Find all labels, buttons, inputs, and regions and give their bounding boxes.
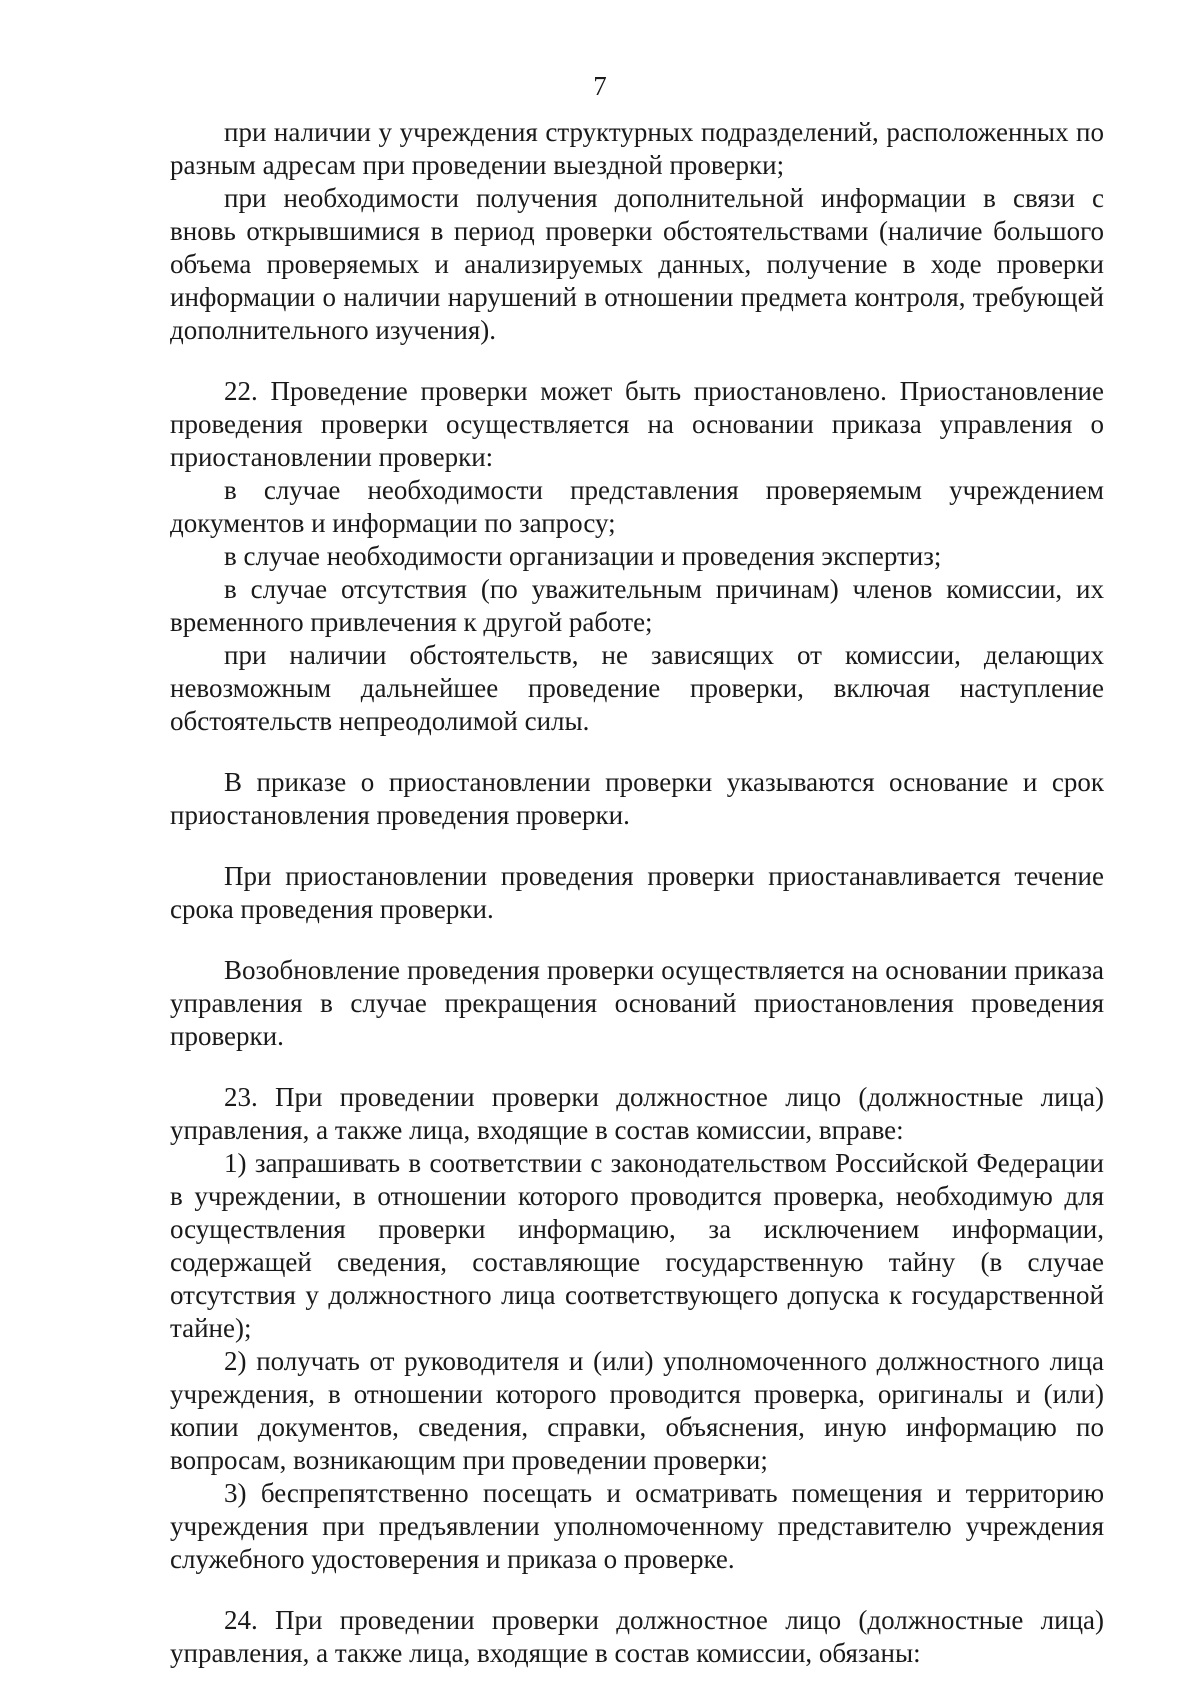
paragraph-suspension-term: При приостановлении проведения проверки приостанавливается течение срока проведения проверки. — [170, 861, 1104, 924]
paragraph-right-3-access: 3) беспрепятственно посещать и осматривать помещения и территорию учреждения при предъявлении уполномоченному представителю учреждения служебного удостоверения и приказа о проверке. — [170, 1478, 1104, 1574]
paragraph-suspension-expertise: в случае необходимости организации и проведения экспертиз; — [224, 541, 942, 571]
paragraph-additional-info: при необходимости получения дополнительной информации в связи с вновь открывшимися в период проверки обстоятельствами (наличие большого объема проверяемых и анализируемых данных, получение в ходе проверки информации о наличии нарушений в отношении предмета контроля, требующей дополнительного изучения). — [170, 183, 1104, 345]
paragraph-right-2-obtain: 2) получать от руководителя и (или) уполномоченного должностного лица учреждения, в отношении которого проводится проверка, оригиналы и (или) копии документов, сведения, справки, объяснения, иную информацию по вопросам, возникающим при проведении проверки; — [170, 1346, 1104, 1475]
paragraph-suspension-force-majeure: при наличии обстоятельств, не зависящих от комиссии, делающих невозможным дальнейшее проведение проверки, включая наступление обстоятельств непреодолимой силы. — [170, 640, 1104, 736]
paragraph-suspension-order: В приказе о приостановлении проверки указываются основание и срок приостановления проведения проверки. — [170, 767, 1104, 830]
paragraph-right-1-request: 1) запрашивать в соответствии с законодательством Российской Федерации в учреждении, в отношении которого проводится проверка, необходимую для осуществления проверки информацию, за исключением информации, содержащей сведения, составляющие государственную тайну (в случае отсутствия у должностного лица соответствующего допуска к государственной тайне); — [170, 1148, 1104, 1343]
paragraph-resumption: Возобновление проведения проверки осуществляется на основании приказа управления в случае прекращения оснований приостановления проведения проверки. — [170, 955, 1104, 1051]
paragraph-structural-units: при наличии у учреждения структурных подразделений, расположенных по разным адресам при проведении выездной проверки; — [170, 117, 1104, 180]
paragraph-suspension-documents: в случае необходимости представления проверяемым учреждением документов и информации по запросу; — [170, 475, 1104, 538]
paragraph-suspension-absence: в случае отсутствия (по уважительным причинам) членов комиссии, их временного привлечения к другой работе; — [170, 574, 1104, 637]
paragraph-24-obligations: 24. При проведении проверки должностное лицо (должностные лица) управления, а также лица, входящие в состав комиссии, обязаны: — [170, 1605, 1104, 1668]
paragraph-23-rights: 23. При проведении проверки должностное лицо (должностные лица) управления, а также лица, входящие в состав комиссии, вправе: — [170, 1082, 1104, 1145]
document-body — [170, 116, 1104, 1670]
page-number: 7 — [593, 71, 607, 101]
paragraph-22-suspension: 22. Проведение проверки может быть приостановлено. Приостановление проведения проверки осуществляется на основании приказа управления о приостановлении проверки: — [170, 376, 1104, 472]
